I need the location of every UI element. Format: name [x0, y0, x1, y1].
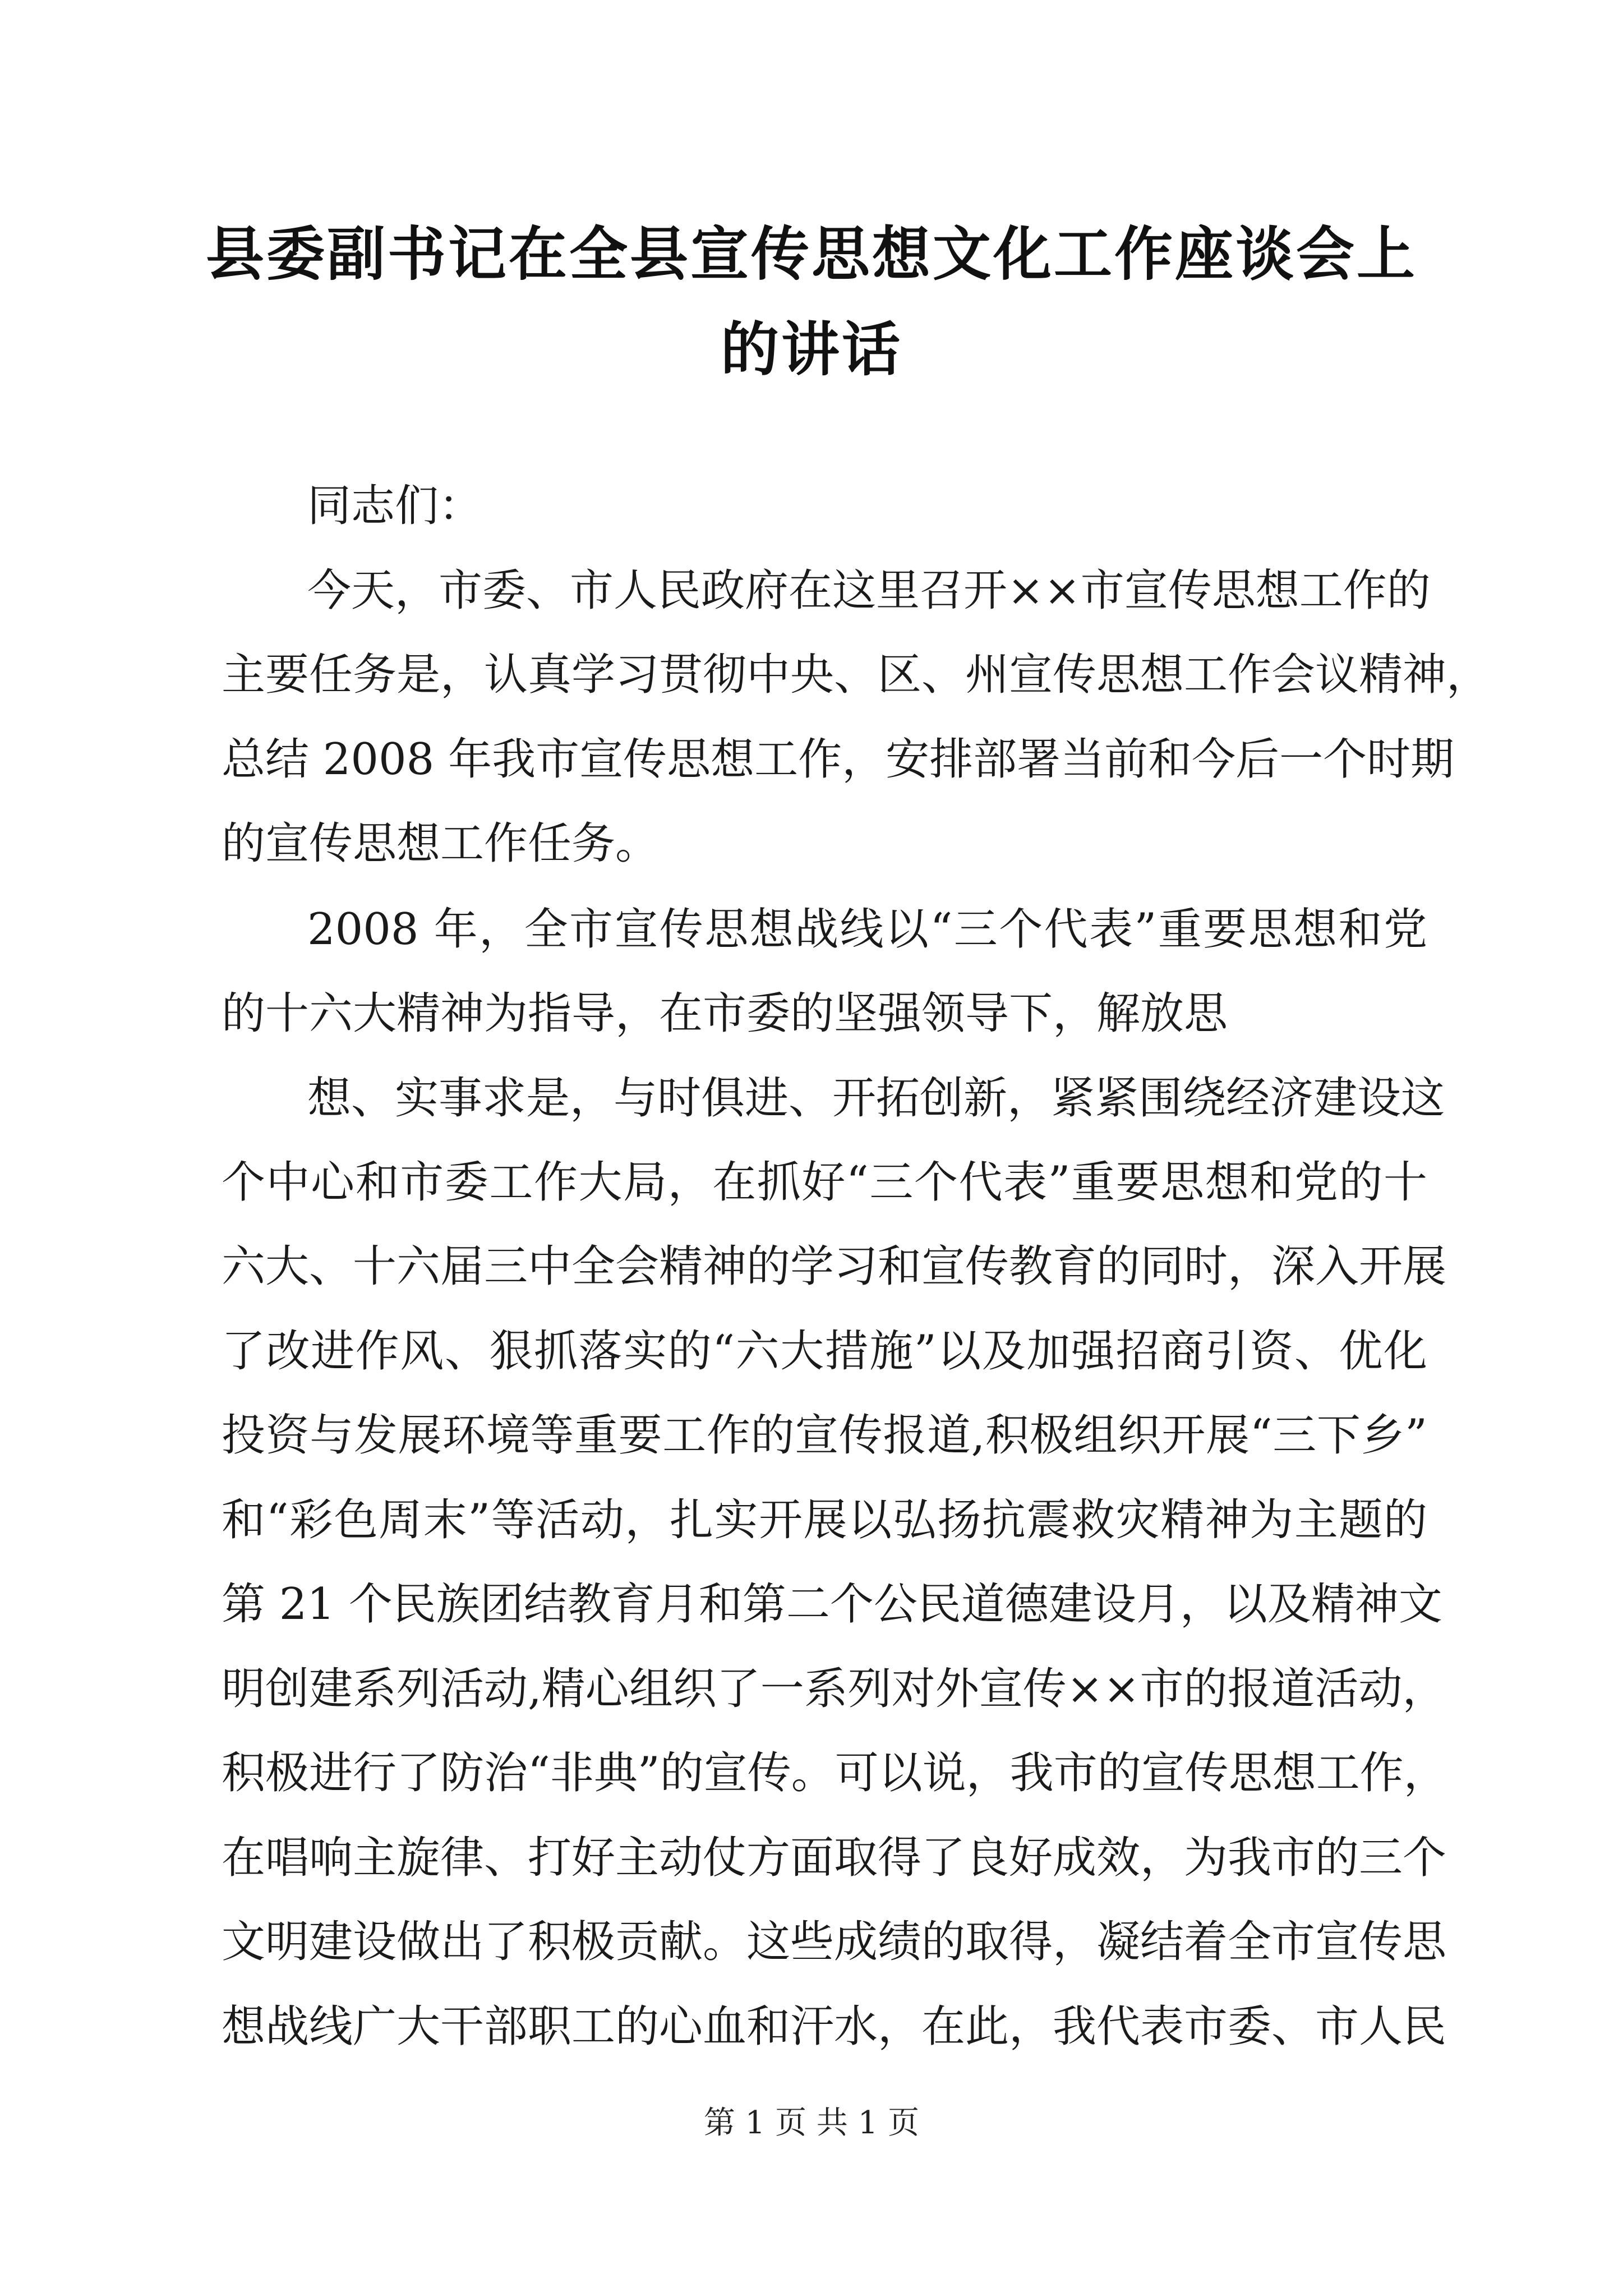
paragraph-line: 明创建系列活动,精心组织了一系列对外宣传××市的报道活动， [222, 1664, 1446, 1714]
paragraph-line: 想、实事求是，与时俱进、开拓创新，紧紧围绕经济建设这 [307, 1073, 1445, 1124]
paragraph-line: 在唱响主旋律、打好主动仗方面取得了良好成效，为我市的三个 [222, 1833, 1447, 1883]
paragraph-line: 了改进作风、狠抓落实的“六大措施”以及加强招商引资、优化 [222, 1326, 1427, 1377]
paragraph-line: 的宣传思想工作任务。 [222, 818, 660, 869]
paragraph-line: 今天，市委、市人民政府在这里召开××市宣传思想工作的 [307, 565, 1431, 616]
paragraph-line: 的十六大精神为指导，在市委的坚强领导下，解放思 [222, 988, 1228, 1039]
paragraph-line: 个中心和市委工作大局，在抓好“三个代表”重要思想和党的十 [222, 1157, 1427, 1208]
salutation: 同志们： [307, 481, 483, 531]
paragraph-line: 想战线广大干部职工的心血和汗水，在此，我代表市委、市人民 [222, 2001, 1447, 2052]
paragraph-line: 投资与发展环境等重要工作的宣传报道,积极组织开展“三下乡” [222, 1410, 1427, 1461]
paragraph-line: 主要任务是，认真学习贯彻中央、区、州宣传思想工作会议精神， [222, 650, 1491, 700]
paragraph-line: 第 21 个民族团结教育月和第二个公民道德建设月，以及精神文 [222, 1579, 1442, 1630]
paragraph-line: 2008 年，全市宣传思想战线以“三个代表”重要思想和党 [307, 904, 1427, 955]
paragraph-line: 文明建设做出了积极贡献。这些成绩的取得，凝结着全市宣传思 [222, 1917, 1447, 1967]
paragraph-line: 总结 2008 年我市宣传思想工作，安排部署当前和今后一个时期 [222, 734, 1455, 785]
paragraph-line: 和“彩色周末”等活动，扎实开展以弘扬抗震救灾精神为主题的 [222, 1495, 1427, 1545]
page-number-footer: 第 1 页 共 1 页 [703, 2105, 920, 2141]
document-title-line-1: 县委副书记在全县宣传思想文化工作座谈会上 [205, 219, 1417, 288]
paragraph-line: 积极进行了防治“非典”的宣传。可以说，我市的宣传思想工作， [222, 1748, 1447, 1798]
paragraph-line: 六大、十六届三中全会精神的学习和宣传教育的同时，深入开展 [222, 1241, 1447, 1292]
document-title-line-2: 的讲话 [720, 315, 902, 384]
